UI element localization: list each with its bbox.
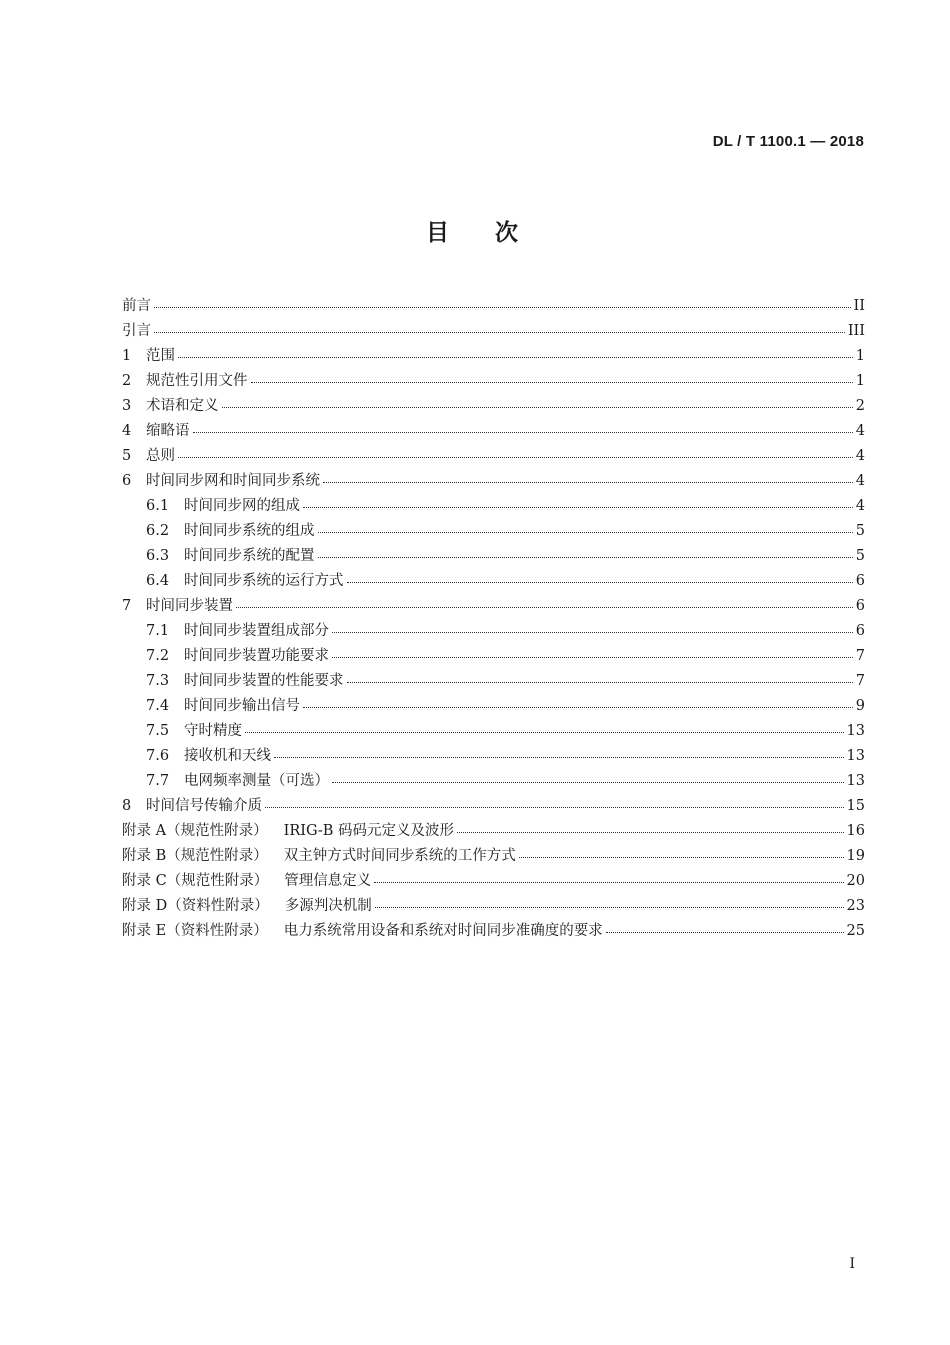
dot-leader: [245, 732, 844, 733]
dot-leader: [236, 607, 853, 608]
page-title: 目次: [426, 220, 564, 246]
toc-entry-number: 4: [122, 423, 132, 439]
dot-leader: [347, 682, 853, 683]
toc-entry-appendix-b[interactable]: [122, 844, 865, 869]
appendix-prefix: 附录 A（规范性附录）: [122, 823, 268, 839]
toc-entry-page: 23: [846, 898, 865, 914]
toc-entry-page: 13: [846, 773, 865, 789]
toc-entry-page: II: [853, 298, 865, 314]
toc-entry-page: III: [847, 323, 865, 339]
toc-entry-number: 6.3: [146, 548, 170, 564]
toc-entry-7[interactable]: [122, 594, 865, 619]
toc-entry-1[interactable]: [122, 344, 865, 369]
toc-entry-page: 2: [855, 398, 865, 414]
toc-entry-label: 时间信号传输介质: [146, 798, 262, 814]
page-number: I: [849, 1256, 855, 1272]
toc-entry-page: 4: [855, 473, 865, 489]
toc-entry-page: 6: [855, 573, 865, 589]
dot-leader: [374, 882, 843, 883]
toc-entry-label: 时间同步装置: [146, 598, 233, 614]
toc-entry-page: 1: [855, 348, 865, 364]
toc-entry-page: 7: [855, 648, 865, 664]
toc-entry-6-2[interactable]: [122, 519, 865, 544]
table-of-contents: [122, 294, 865, 944]
toc-entry-page: 4: [855, 423, 865, 439]
toc-entry-label: 总则: [146, 448, 175, 464]
toc-entry-number: 7.7: [146, 773, 170, 789]
toc-entry-label: 时间同步网和时间同步系统: [146, 473, 320, 489]
dot-leader: [178, 357, 853, 358]
toc-entry-label: 时间同步系统的组成: [184, 523, 315, 539]
toc-entry-page: 20: [846, 873, 865, 889]
toc-entry-number: 2: [122, 373, 132, 389]
toc-entry-number: 6.4: [146, 573, 170, 589]
dot-leader: [375, 907, 844, 908]
toc-entry-label: 双主钟方式时间同步系统的工作方式: [283, 848, 516, 864]
toc-entry-6[interactable]: [122, 469, 865, 494]
dot-leader: [274, 757, 844, 758]
toc-entry-number: 7.6: [146, 748, 170, 764]
toc-entry-label: IRIG-B 码码元定义及波形: [283, 823, 454, 839]
toc-entry-label: 电力系统常用设备和系统对时间同步准确度的要求: [283, 923, 603, 939]
toc-entry-number: 6: [122, 473, 132, 489]
dot-leader: [332, 657, 853, 658]
toc-entry-label: 时间同步网的组成: [184, 498, 300, 514]
toc-entry-page: 4: [855, 498, 865, 514]
dot-leader: [457, 832, 844, 833]
toc-entry-number: 6.1: [146, 498, 170, 514]
dot-leader: [606, 932, 844, 933]
toc-entry-2[interactable]: [122, 369, 865, 394]
toc-entry-number: 7.2: [146, 648, 170, 664]
toc-entry-number: 5: [122, 448, 132, 464]
toc-entry-page: 13: [846, 723, 865, 739]
toc-entry-7-4[interactable]: [122, 694, 865, 719]
toc-entry-label: 缩略语: [146, 423, 190, 439]
toc-entry-3[interactable]: [122, 394, 865, 419]
toc-entry-label: 时间同步装置功能要求: [184, 648, 329, 664]
toc-entry-label: 时间同步装置组成部分: [184, 623, 329, 639]
toc-entry-label: 时间同步系统的运行方式: [184, 573, 344, 589]
toc-entry-6-1[interactable]: [122, 494, 865, 519]
toc-entry-page: 25: [846, 923, 865, 939]
toc-entry-5[interactable]: [122, 444, 865, 469]
toc-entry-page: 6: [855, 623, 865, 639]
dot-leader: [265, 807, 844, 808]
dot-leader: [519, 857, 844, 858]
toc-entry-7-6[interactable]: [122, 744, 865, 769]
toc-entry-foreword[interactable]: [122, 294, 865, 319]
toc-entry-number: 1: [122, 348, 132, 364]
toc-entry-number: 8: [122, 798, 132, 814]
dot-leader: [178, 457, 853, 458]
toc-entry-7-1[interactable]: [122, 619, 865, 644]
dot-leader: [222, 407, 853, 408]
toc-entry-label: 管理信息定义: [284, 873, 372, 889]
appendix-prefix: 附录 C（规范性附录）: [122, 873, 269, 889]
dot-leader: [251, 382, 853, 383]
toc-entry-number: 6.2: [146, 523, 170, 539]
toc-entry-page: 6: [855, 598, 865, 614]
dot-leader: [154, 307, 851, 308]
toc-entry-number: 7.4: [146, 698, 170, 714]
toc-entry-label: 时间同步输出信号: [184, 698, 300, 714]
toc-entry-4[interactable]: [122, 419, 865, 444]
toc-entry-label: 多源判决机制: [284, 898, 372, 914]
appendix-prefix: 附录 B（规范性附录）: [122, 848, 268, 864]
toc-entry-label: 时间同步装置的性能要求: [184, 673, 344, 689]
toc-entry-label: 前言: [122, 298, 151, 314]
toc-entry-label: 时间同步系统的配置: [184, 548, 315, 564]
toc-entry-label: 术语和定义: [146, 398, 219, 414]
dot-leader: [332, 632, 853, 633]
toc-entry-appendix-e[interactable]: [122, 919, 865, 944]
toc-entry-page: 4: [855, 448, 865, 464]
toc-entry-number: 7.3: [146, 673, 170, 689]
toc-entry-appendix-d[interactable]: [122, 894, 865, 919]
toc-entry-number: 7.1: [146, 623, 170, 639]
toc-entry-page: 15: [846, 798, 865, 814]
toc-entry-appendix-a[interactable]: [122, 819, 865, 844]
toc-entry-introduction[interactable]: [122, 319, 865, 344]
standard-number: DL / T 1100.1 — 2018: [712, 133, 864, 150]
toc-entry-label: 规范性引用文件: [146, 373, 248, 389]
toc-entry-page: 9: [855, 698, 865, 714]
appendix-prefix: 附录 E（资料性附录）: [122, 923, 268, 939]
toc-entry-page: 16: [846, 823, 865, 839]
toc-entry-7-5[interactable]: [122, 719, 865, 744]
toc-entry-label: 接收机和天线: [184, 748, 271, 764]
toc-entry-label: 范围: [146, 348, 175, 364]
toc-entry-6-4[interactable]: [122, 569, 865, 594]
dot-leader: [332, 782, 844, 783]
dot-leader: [323, 482, 853, 483]
toc-entry-page: 1: [855, 373, 865, 389]
dot-leader: [303, 707, 853, 708]
toc-entry-page: 5: [855, 523, 865, 539]
toc-entry-7-3[interactable]: [122, 669, 865, 694]
toc-entry-number: 3: [122, 398, 132, 414]
toc-entry-label: 守时精度: [184, 723, 242, 739]
toc-entry-label: 引言: [122, 323, 151, 339]
dot-leader: [303, 507, 853, 508]
toc-entry-page: 19: [846, 848, 865, 864]
toc-entry-number: 7: [122, 598, 132, 614]
dot-leader: [347, 582, 853, 583]
dot-leader: [318, 532, 853, 533]
toc-entry-appendix-c[interactable]: [122, 869, 865, 894]
toc-entry-label: 电网频率测量（可选）: [184, 773, 329, 789]
toc-entry-6-3[interactable]: [122, 544, 865, 569]
dot-leader: [193, 432, 853, 433]
toc-entry-page: 7: [855, 673, 865, 689]
toc-entry-page: 13: [846, 748, 865, 764]
toc-entry-8[interactable]: [122, 794, 865, 819]
dot-leader: [318, 557, 853, 558]
toc-entry-number: 7.5: [146, 723, 170, 739]
dot-leader: [154, 332, 845, 333]
toc-entry-7-2[interactable]: [122, 644, 865, 669]
toc-entry-7-7[interactable]: [122, 769, 865, 794]
toc-entry-page: 5: [855, 548, 865, 564]
appendix-prefix: 附录 D（资料性附录）: [122, 898, 269, 914]
